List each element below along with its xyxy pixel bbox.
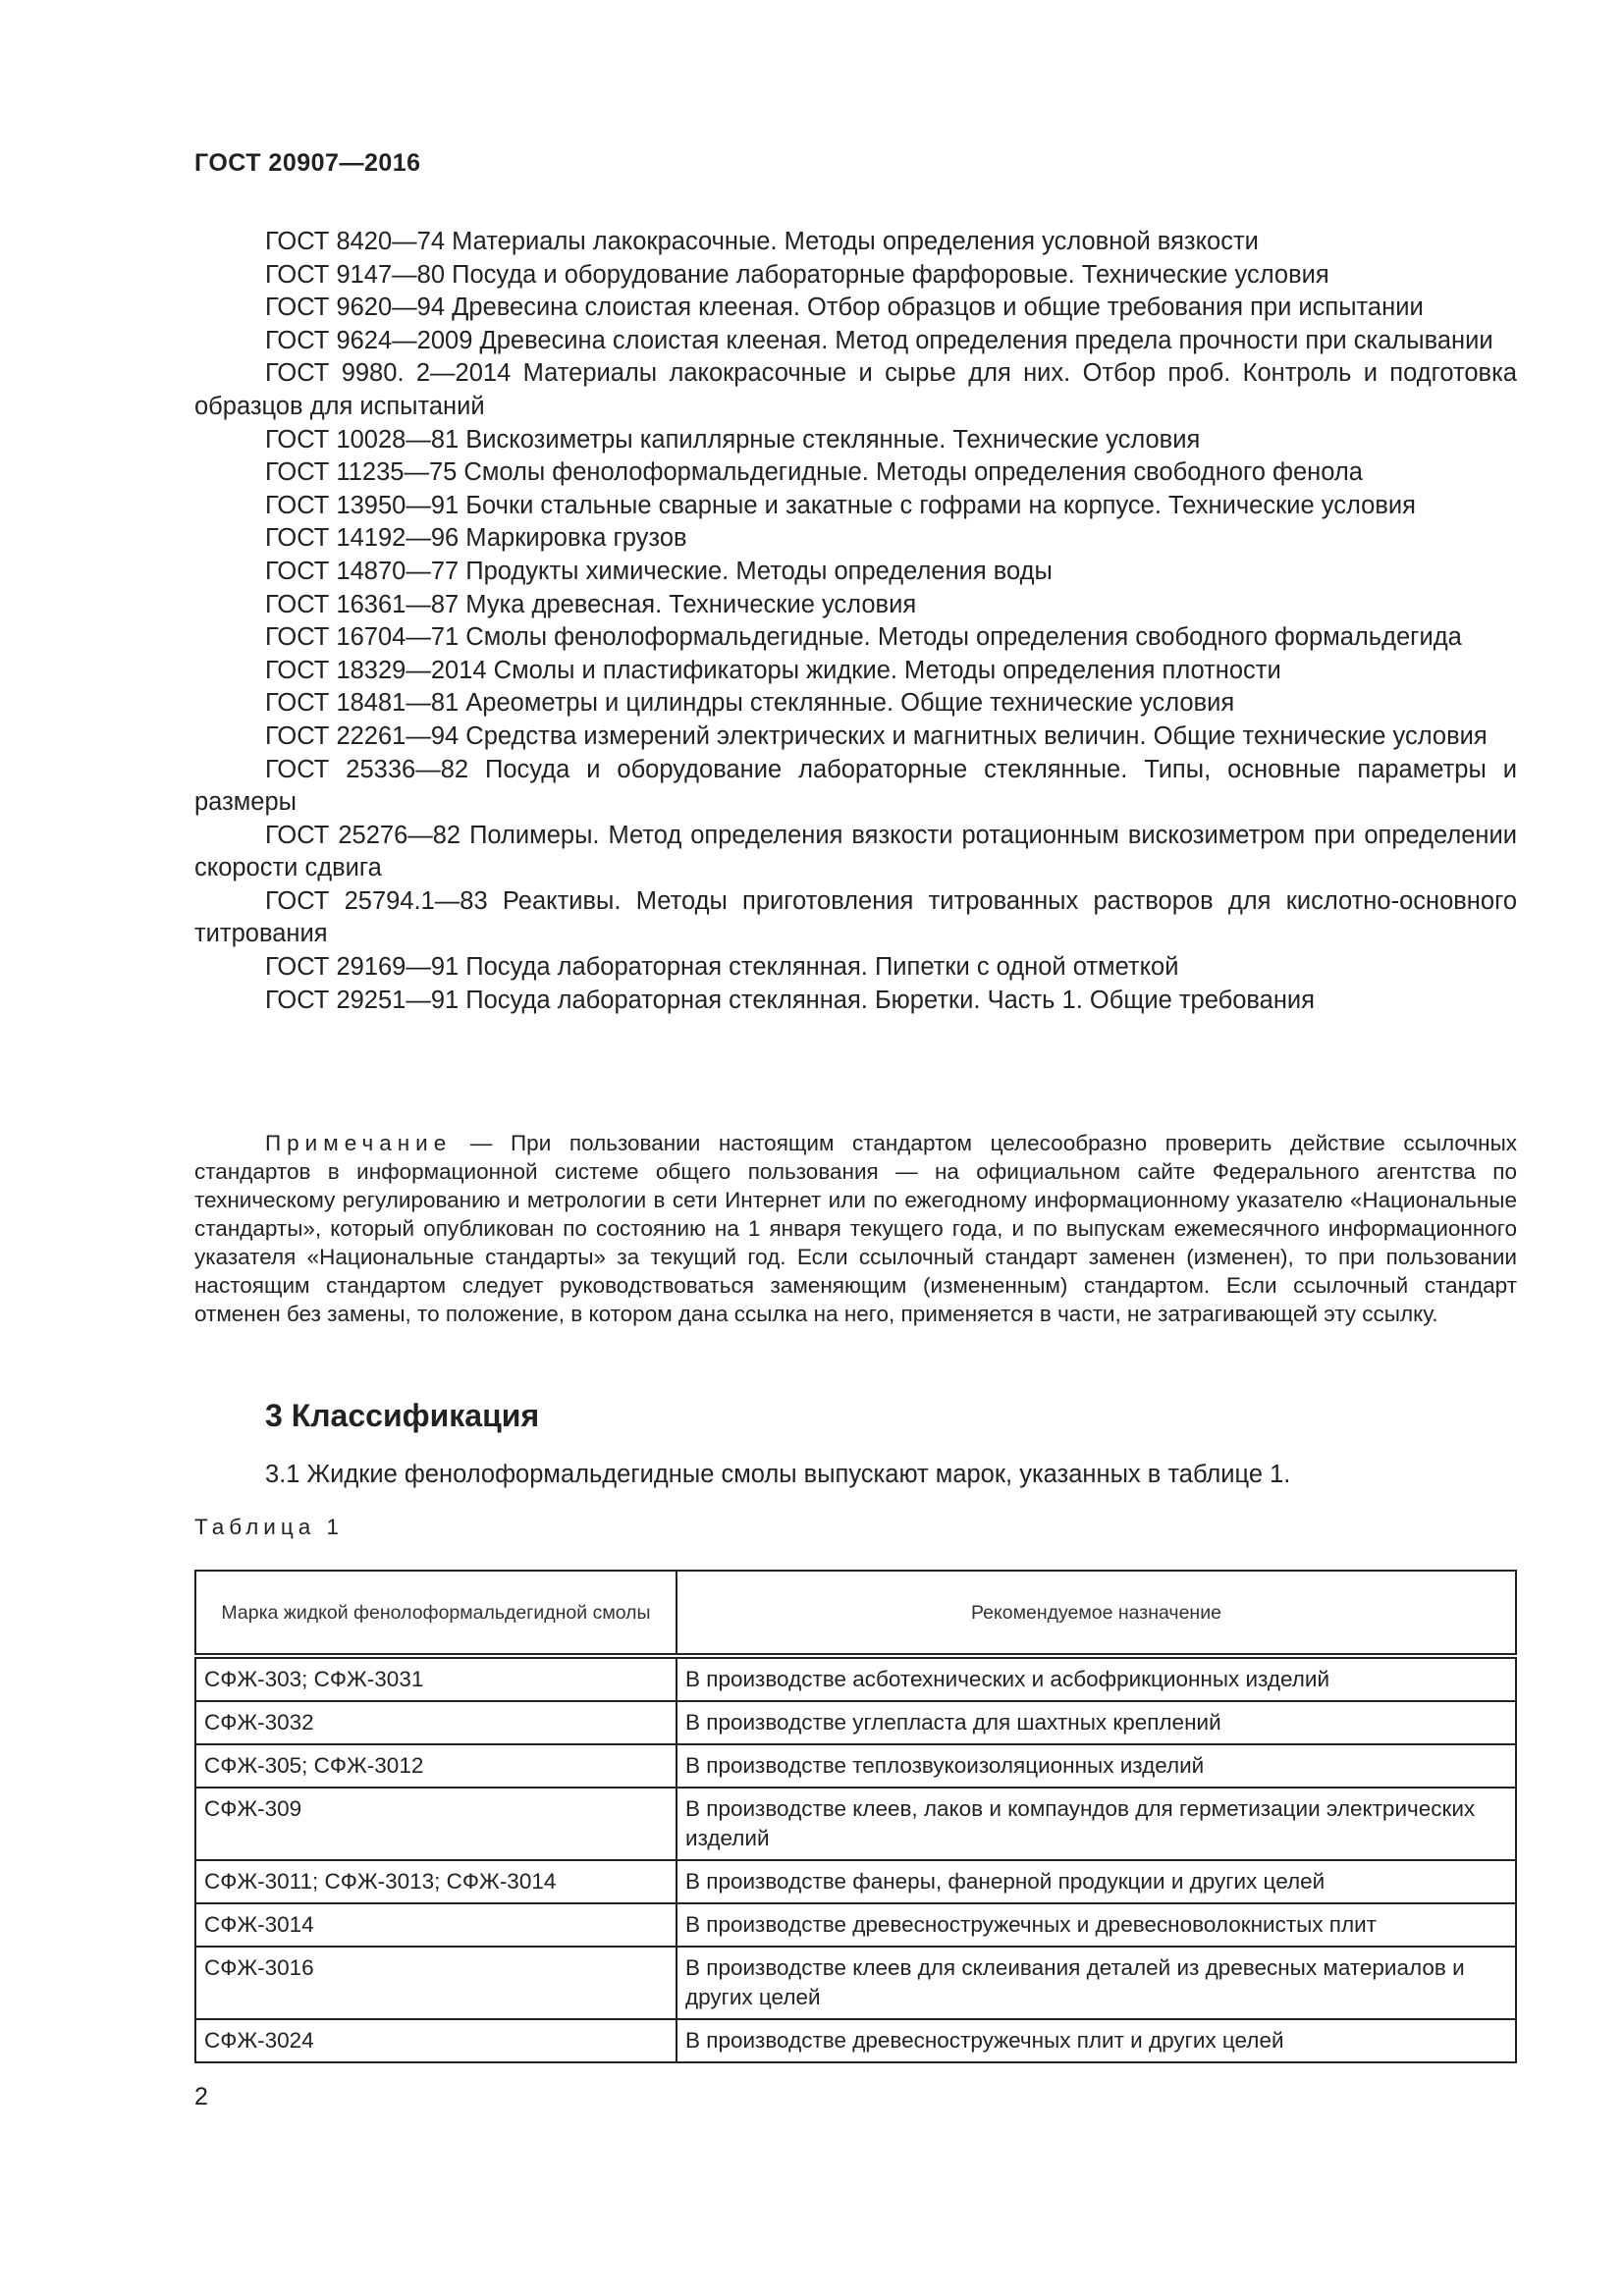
table-header-purpose: Рекомендуемое назначение — [677, 1571, 1516, 1656]
grade-cell: СФЖ-3014 — [195, 1903, 677, 1947]
reference-item: ГОСТ 16361—87 Мука древесная. Технические условия — [265, 590, 917, 618]
purpose-cell: В производстве теплозвукоизоляционных изделий — [677, 1744, 1516, 1788]
table-caption: Таблица 1 — [194, 1515, 344, 1539]
reference-item: ГОСТ 11235—75 Смолы фенолоформальдегидные. Методы определения свободного фенола — [265, 458, 1363, 487]
reference-item: ГОСТ 18481—81 Ареометры и цилиндры стеклянные. Общие технические условия — [265, 689, 1235, 718]
purpose-cell: В производстве древесностружечных плит и других целей — [677, 2019, 1516, 2062]
table-row — [195, 1701, 1516, 1744]
reference-item: ГОСТ 29251—91 Посуда лабораторная стеклянная. Бюретки. Часть 1. Общие требования — [265, 986, 1315, 1014]
reference-item: ГОСТ 25336—82 Посуда и оборудование лабораторные стеклянные. Типы, основные параметры и размеры — [194, 755, 1517, 817]
table-row — [195, 1744, 1516, 1788]
purpose-cell: В производстве углепласта для шахтных креплений — [677, 1701, 1516, 1744]
table-row — [195, 1947, 1516, 2019]
reference-item: ГОСТ 22261—94 Средства измерений электрических и магнитных величин. Общие технические условия — [265, 721, 1488, 750]
reference-item: ГОСТ 10028—81 Вискозиметры капиллярные стеклянные. Технические условия — [265, 425, 1201, 454]
reference-item: ГОСТ 14192—96 Маркировка грузов — [265, 524, 687, 553]
grade-cell: СФЖ-303; СФЖ-3031 — [195, 1656, 677, 1701]
reference-item: ГОСТ 25276—82 Полимеры. Метод определения вязкости ротационным вискозиметром при определении скорости сдвига — [194, 821, 1517, 882]
table-row — [195, 1788, 1516, 1860]
table-header-grade: Марка жидкой фенолоформальдегидной смолы — [195, 1571, 677, 1656]
purpose-cell: В производстве асботехнических и асбофрикционных изделий — [677, 1656, 1516, 1701]
reference-item: ГОСТ 14870—77 Продукты химические. Методы определения воды — [265, 557, 1053, 585]
purpose-cell: В производстве клеев, лаков и компаундов для герметизации электрических изделий — [677, 1788, 1516, 1860]
table-row — [195, 1860, 1516, 1903]
table-row — [195, 1656, 1516, 1701]
reference-item: ГОСТ 18329—2014 Смолы и пластификаторы жидкие. Методы определения плотности — [265, 656, 1281, 684]
reference-item: ГОСТ 8420—74 Материалы лакокрасочные. Методы определения условной вязкости — [265, 228, 1259, 255]
grade-cell: СФЖ-305; СФЖ-3012 — [195, 1744, 677, 1788]
note-label: Примечание — [265, 1131, 453, 1155]
reference-item: ГОСТ 25794.1—83 Реактивы. Методы приготовления титрованных растворов для кислотно-основного титрования — [194, 886, 1517, 948]
grade-cell: СФЖ-3011; СФЖ-3013; СФЖ-3014 — [195, 1860, 677, 1903]
note-text: — При пользовании настоящим стандартом целесообразно проверить действие ссылочных стандартов в информационной системе общего пользования — на официальном сайте Федерального агентства по техническому регулированию и метрологии в сети Интернет или по ежегодному информационному указателю «Национальные стандарты», который опубликован по состоянию на 1 января текущего года, и по выпускам ежемесячного информационного указателя «Национальные стандарты» за текущий год. Если ссылочный стандарт заменен (изменен), то при пользовании настоящим стандартом следует руководствоваться заменяющим (измененным) стандартом. Если ссылочный стандарт отменен без замены, то положение, в котором дана ссылка на него, применяется в части, не затрагивающей эту ссылку. — [194, 1131, 1517, 1326]
section-title: 3 Классификация — [265, 1398, 540, 1433]
reference-item: ГОСТ 9620—94 Древесина слоистая клееная. Отбор образцов и общие требования при испытании — [265, 294, 1424, 322]
grade-cell: СФЖ-3032 — [195, 1701, 677, 1744]
grade-cell: СФЖ-3024 — [195, 2019, 677, 2062]
table-row — [195, 1903, 1516, 1947]
purpose-cell: В производстве фанеры, фанерной продукции и других целей — [677, 1860, 1516, 1903]
reference-item: ГОСТ 9980. 2—2014 Материалы лакокрасочные и сырье для них. Отбор проб. Контроль и подготовка образцов для испытаний — [194, 359, 1517, 420]
reference-item: ГОСТ 29169—91 Посуда лабораторная стеклянная. Пипетки с одной отметкой — [265, 953, 1179, 982]
page-number: 2 — [194, 2083, 208, 2110]
reference-item: ГОСТ 9147—80 Посуда и оборудование лабораторные фарфоровые. Технические условия — [265, 260, 1329, 289]
reference-list — [194, 226, 1517, 1017]
paragraph-3-1: 3.1 Жидкие фенолоформальдегидные смолы выпускают марок, указанных в таблице 1. — [265, 1461, 1291, 1488]
grade-cell: СФЖ-309 — [195, 1788, 677, 1860]
grade-cell: СФЖ-3016 — [195, 1947, 677, 2019]
reference-item: ГОСТ 16704—71 Смолы фенолоформальдегидные. Методы определения свободного формальдегида — [265, 623, 1462, 652]
table-1 — [194, 1570, 1517, 2063]
table-row — [195, 2019, 1516, 2062]
reference-item: ГОСТ 13950—91 Бочки стальные сварные и закатные с гофрами на корпусе. Технические условия — [265, 491, 1416, 519]
reference-item: ГОСТ 9624—2009 Древесина слоистая клееная. Метод определения предела прочности при скалывании — [265, 326, 1493, 354]
purpose-cell: В производстве древесностружечных и древесноволокнистых плит — [677, 1903, 1516, 1947]
note — [194, 1129, 1517, 1328]
document-header: ГОСТ 20907—2016 — [194, 149, 421, 177]
purpose-cell: В производстве клеев для склеивания деталей из древесных материалов и других целей — [677, 1947, 1516, 2019]
